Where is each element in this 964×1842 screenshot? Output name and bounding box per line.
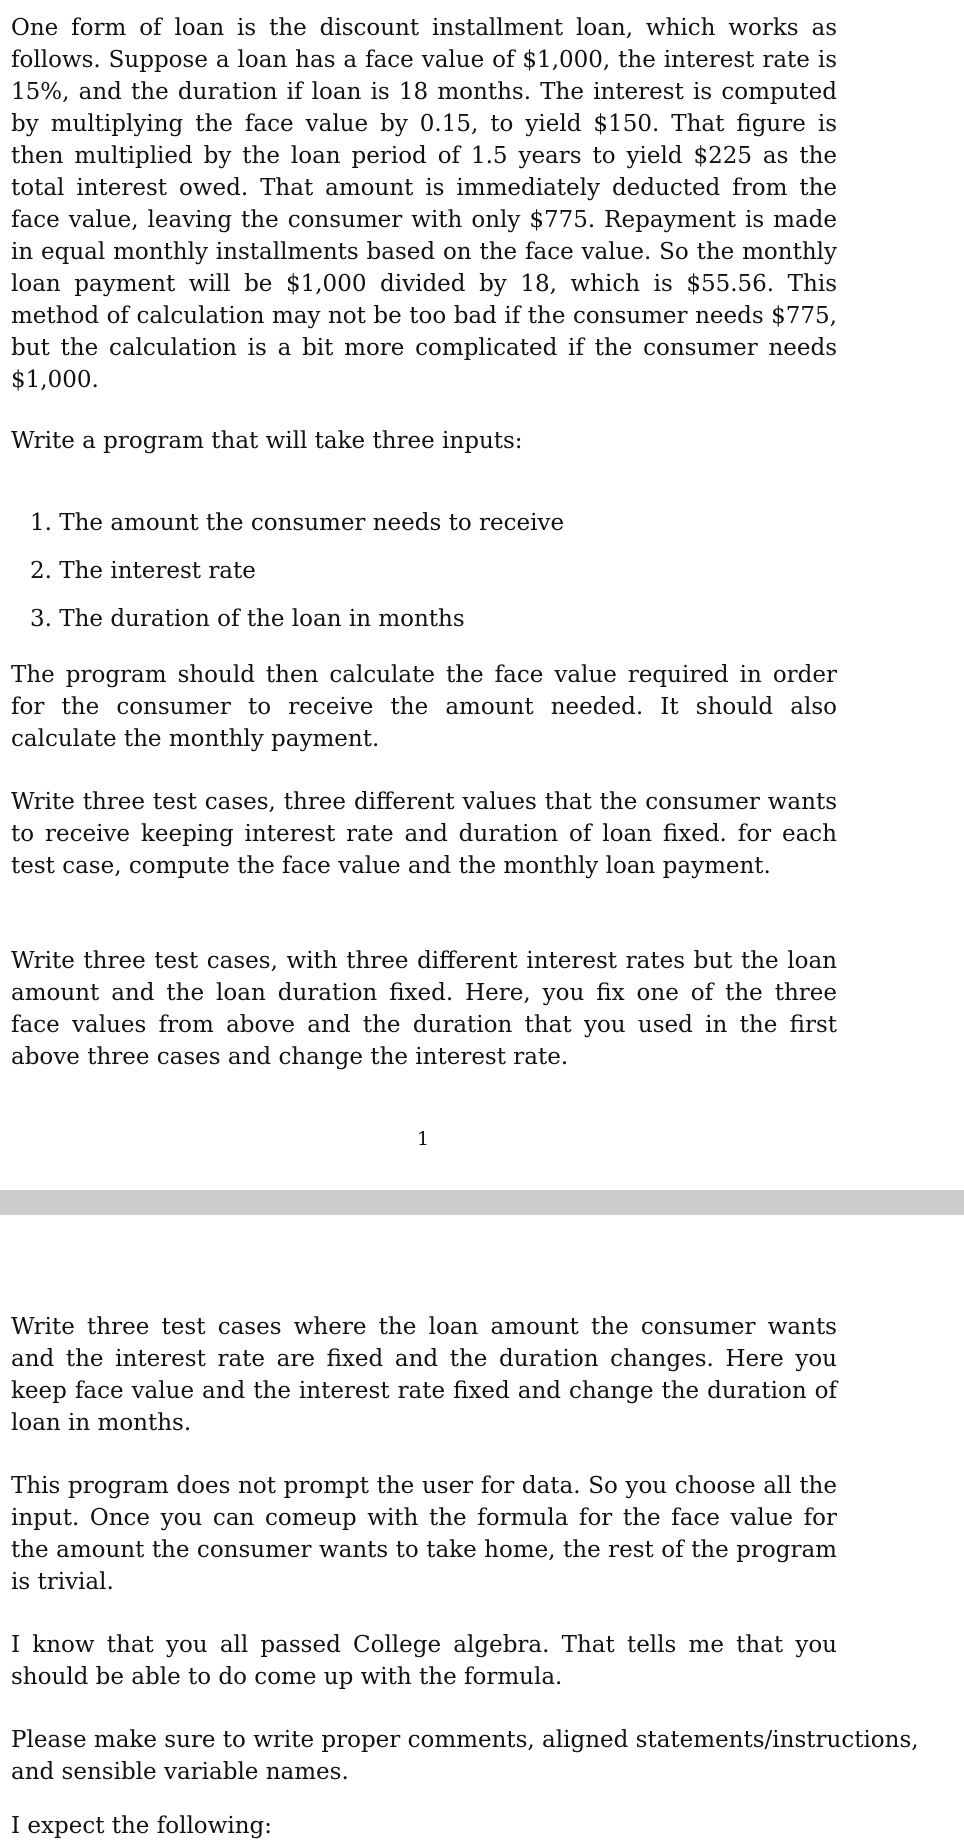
page-separator [0, 1190, 964, 1215]
comments-paragraph: Please make sure to write proper comments, aligned statements/instructions, and sensible variable names. [11, 1727, 919, 1785]
inputs-list [11, 507, 837, 651]
expectations-line: I expect the following: [11, 1813, 272, 1839]
test-cases-interest-paragraph: Write three test cases, with three different interest rates but the loan amount and the loan duration fixed. Here, you fix one of the three face values from above and the duration that you used in the first above three cases and change the interest rate. [11, 948, 837, 1070]
test-cases-amount-paragraph: Write three test cases, three different values that the consumer wants to receive keeping interest rate and duration of loan fixed. for each test case, compute the face value and the monthly loan payment. [11, 789, 837, 879]
page-number: 1 [416, 1128, 430, 1150]
list-item: 1. The amount the consumer needs to receive [30, 510, 565, 536]
no-prompt-paragraph: This program does not prompt the user for data. So you choose all the input. Once you can comeup with the formula for the face value for the amount the consumer wants to take home, the rest of the program is trivial. [11, 1473, 837, 1595]
list-item: 3. The duration of the loan in months [30, 606, 465, 632]
intro-paragraph: One form of loan is the discount installment loan, which works as follows. Suppose a loan has a face value of $1,000, the interest rate is 15%, and the duration if loan is 18 months. The interest is computed by multiplying the face value by 0.15, to yield $150. That figure is then multiplied by the loan period of 1.5 years to yield $225 as the total interest owed. That amount is immediately deducted from the face value, leaving the consumer with only $775. Repayment is made in equal monthly installments based on the face value. So the monthly loan payment will be $1,000 divided by 18, which is $55.56. This method of calculation may not be too bad if the consumer needs $775, but the calculation is a bit more complicated if the consumer needs $1,000. [11, 15, 837, 393]
inputs-intro-paragraph: Write a program that will take three inputs: [11, 428, 523, 454]
algebra-paragraph: I know that you all passed College algebra. That tells me that you should be able to do come up with the formula. [11, 1632, 837, 1690]
list-item: 2. The interest rate [30, 558, 256, 584]
test-cases-duration-paragraph: Write three test cases where the loan amount the consumer wants and the interest rate are fixed and the duration changes. Here you keep face value and the interest rate fixed and change the duration of loan in months. [11, 1314, 837, 1436]
calculation-paragraph: The program should then calculate the face value required in order for the consumer to receive the amount needed. It should also calculate the monthly payment. [11, 662, 837, 752]
